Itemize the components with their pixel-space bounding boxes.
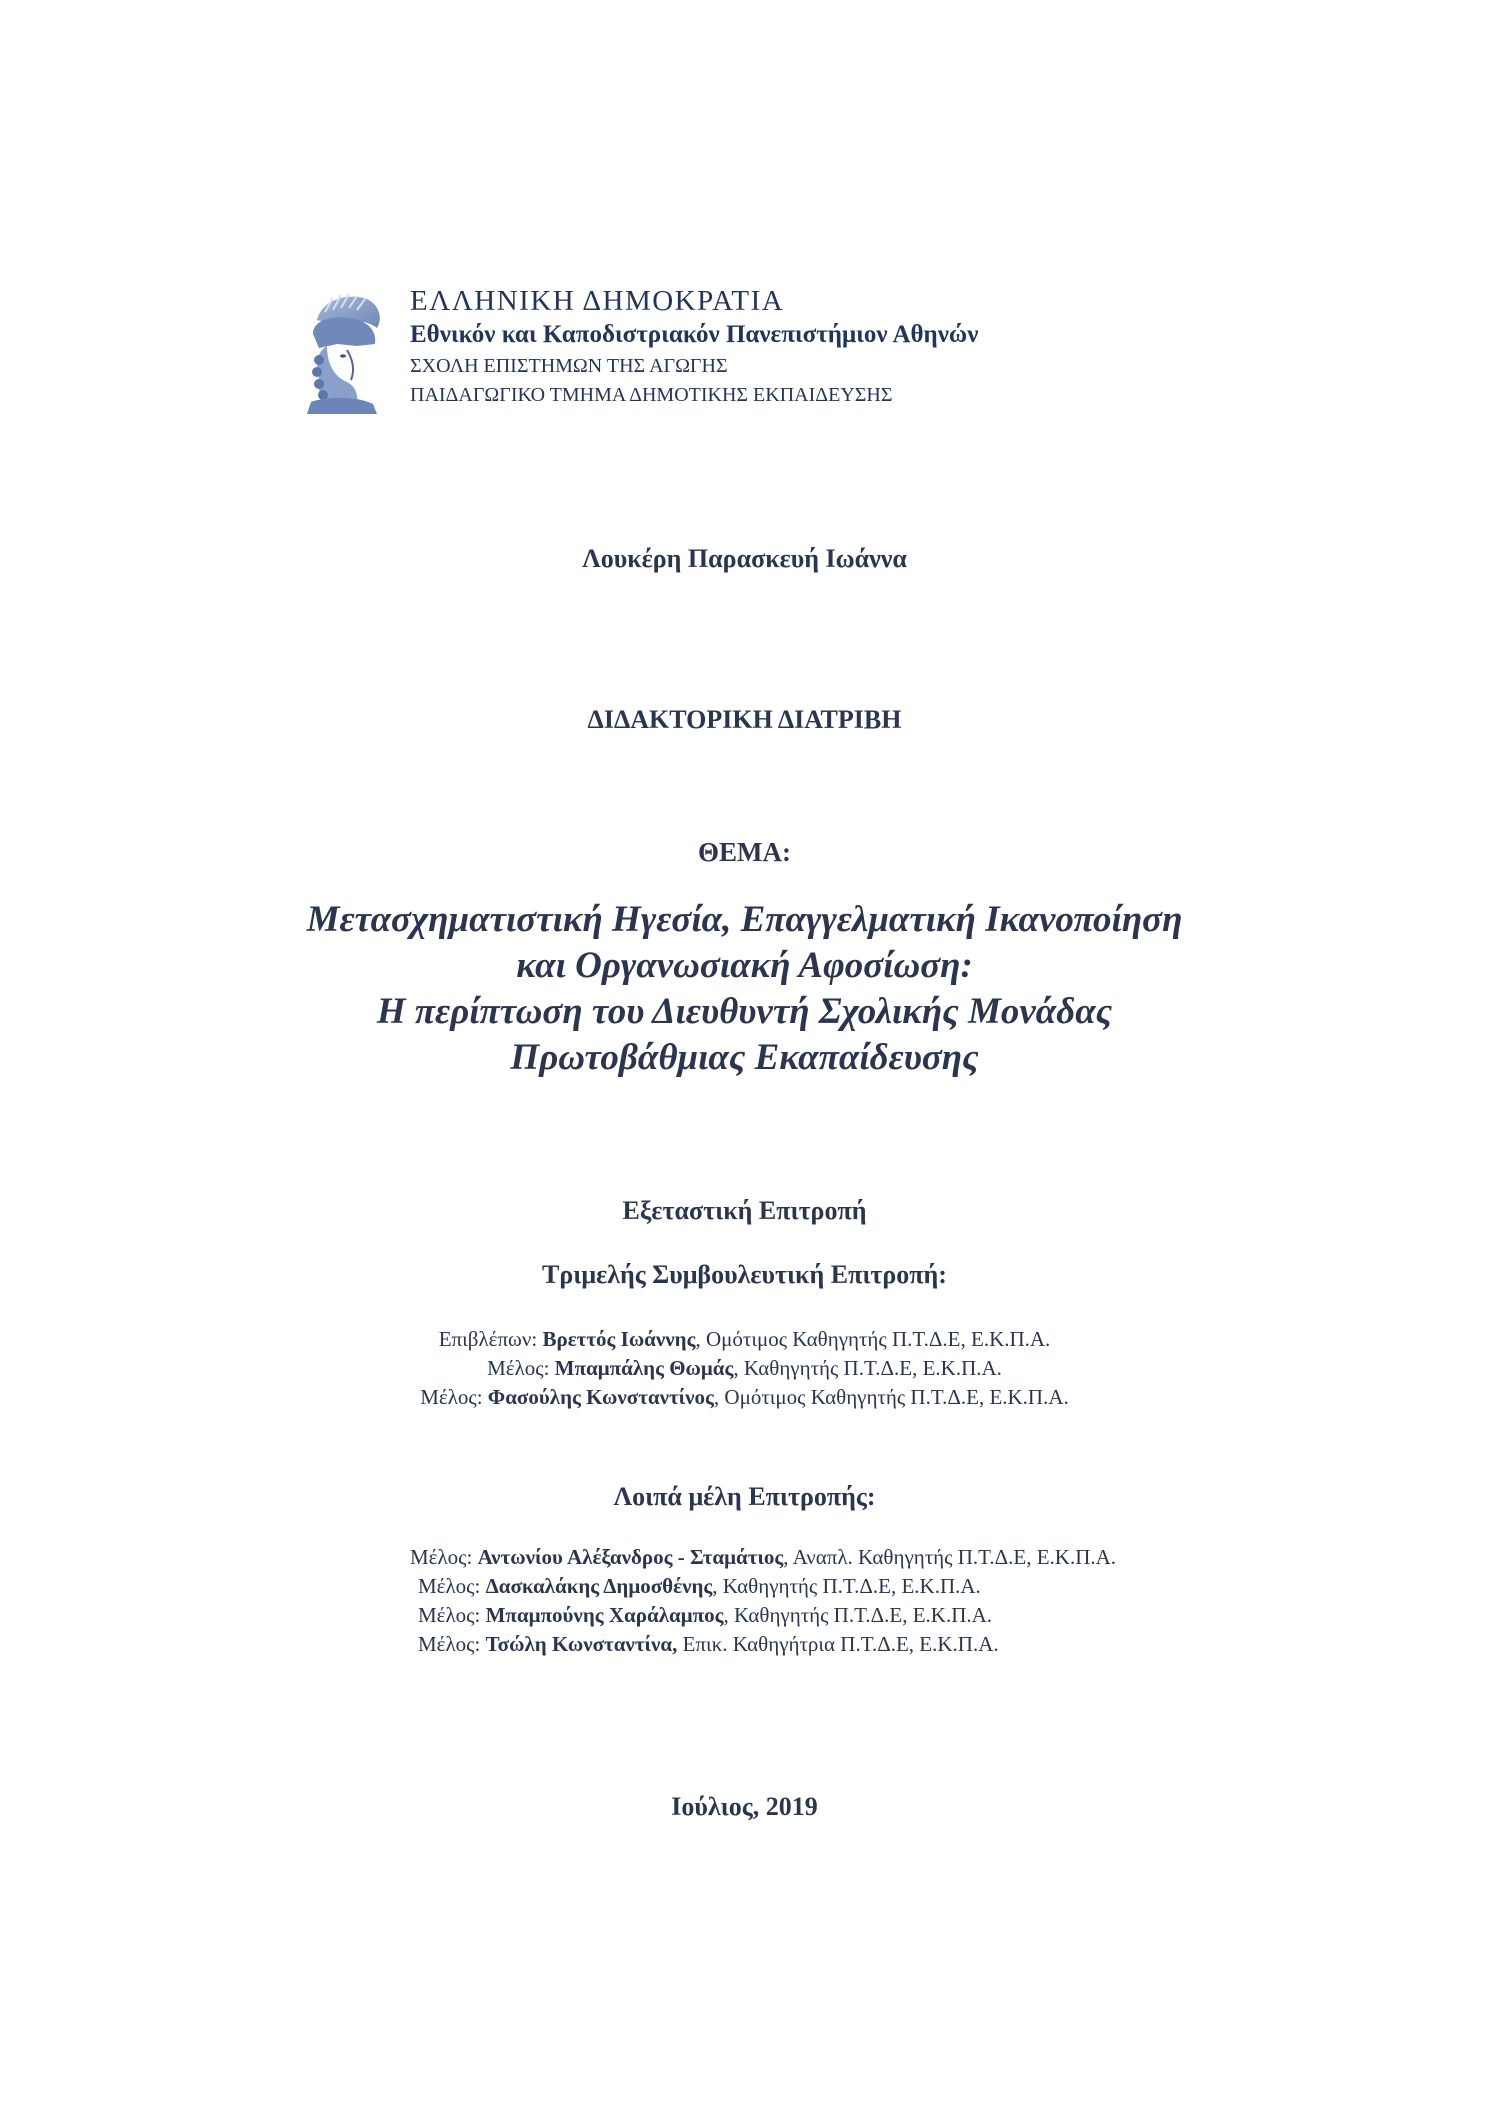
member-title: , Ομότιμος Καθηγητής Π.Τ.Δ.Ε, Ε.Κ.Π.Α. xyxy=(695,1327,1051,1351)
member-title: , Καθηγητής Π.Τ.Δ.Ε, Ε.Κ.Π.Α. xyxy=(723,1603,993,1627)
title-line: Η περίπτωση του Διευθυντή Σχολικής Μονάδας xyxy=(376,991,1113,1032)
member-role: Μέλος: xyxy=(487,1356,555,1380)
member-role: Μέλος: xyxy=(418,1632,486,1656)
committee-heading: Εξεταστική Επιτροπή xyxy=(622,1196,867,1225)
theme-label: ΘΕΜΑ: xyxy=(698,837,791,867)
header-university: Εθνικόν και Καποδιστριακόν Πανεπιστήμιον Αθηνών xyxy=(410,321,979,348)
member-role: Επιβλέπων: xyxy=(438,1327,543,1351)
member-name: Φασούλης Κωνσταντίνος xyxy=(487,1385,714,1409)
member-row xyxy=(418,1572,1116,1601)
member-row xyxy=(0,1354,1489,1383)
member-row xyxy=(0,1325,1489,1354)
member-row xyxy=(418,1601,1116,1630)
header-school: ΣΧΟΛΗ ΕΠΙΣΤΗΜΩΝ ΤΗΣ ΑΓΩΓΗΣ xyxy=(410,355,728,377)
publication-date: Ιούλιος, 2019 xyxy=(671,1792,818,1821)
header-department: ΠΑΙΔΑΓΩΓΙΚΟ ΤΜΗΜΑ ΔΗΜΟΤΙΚΗΣ ΕΚΠΑΙΔΕΥΣΗΣ xyxy=(410,384,893,406)
member-row xyxy=(0,1383,1489,1412)
title-line: και Οργανωσιακή Αφοσίωση: xyxy=(516,945,973,986)
athena-head-emblem-icon xyxy=(297,290,392,415)
member-title: , Καθηγητής Π.Τ.Δ.Ε, Ε.Κ.Π.Α. xyxy=(733,1356,1002,1380)
member-title: Επικ. Καθηγήτρια Π.Τ.Δ.Ε, Ε.Κ.Π.Α. xyxy=(677,1632,999,1656)
member-title: , Καθηγητής Π.Τ.Δ.Ε, Ε.Κ.Π.Α. xyxy=(712,1574,981,1598)
member-name: Βρεττός Ιωάννης xyxy=(542,1327,696,1351)
member-role: Μέλος: xyxy=(420,1385,488,1409)
member-role: Μέλος: xyxy=(410,1545,478,1569)
member-name: Δασκαλάκης Δημοσθένης xyxy=(485,1574,713,1598)
author-name: Λουκέρη Παρασκευή Ιωάννα xyxy=(582,544,907,573)
member-name: Αντωνίου Αλέξανδρος - Σταμάτιος xyxy=(477,1545,784,1569)
title-line: Πρωτοβάθμιας Εκαπαίδευσης xyxy=(510,1037,979,1078)
other-members-heading: Λοιπά μέλη Επιτροπής: xyxy=(613,1482,876,1511)
thesis-title xyxy=(0,897,1489,1081)
advisory-committee-heading: Τριμελής Συμβουλευτική Επιτροπή: xyxy=(542,1260,947,1289)
advisory-members-list xyxy=(0,1325,1489,1412)
member-name: Τσώλη Κωνσταντίνα, xyxy=(485,1632,678,1656)
other-members-list xyxy=(410,1543,1116,1659)
header-country: ΕΛΛΗΝΙΚΗ ΔΗΜΟΚΡΑΤΙΑ xyxy=(410,285,785,317)
member-row xyxy=(410,1543,1116,1572)
member-role: Μέλος: xyxy=(418,1603,486,1627)
member-name: Μπαμπάλης Θωμάς xyxy=(554,1356,734,1380)
member-role: Μέλος: xyxy=(418,1574,486,1598)
title-line: Μετασχηματιστική Ηγεσία, Επαγγελματική Ικανοποίηση xyxy=(306,899,1183,940)
member-row xyxy=(418,1630,1116,1659)
document-type: ΔΙΔΑΚΤΟΡΙΚΗ ΔΙΑΤΡΙΒΗ xyxy=(587,705,902,734)
member-title: , Αναπλ. Καθηγητής Π.Τ.Δ.Ε, Ε.Κ.Π.Α. xyxy=(783,1545,1117,1569)
member-name: Μπαμπούνης Χαράλαμπος xyxy=(485,1603,724,1627)
member-title: , Ομότιμος Καθηγητής Π.Τ.Δ.Ε, Ε.Κ.Π.Α. xyxy=(713,1385,1069,1409)
